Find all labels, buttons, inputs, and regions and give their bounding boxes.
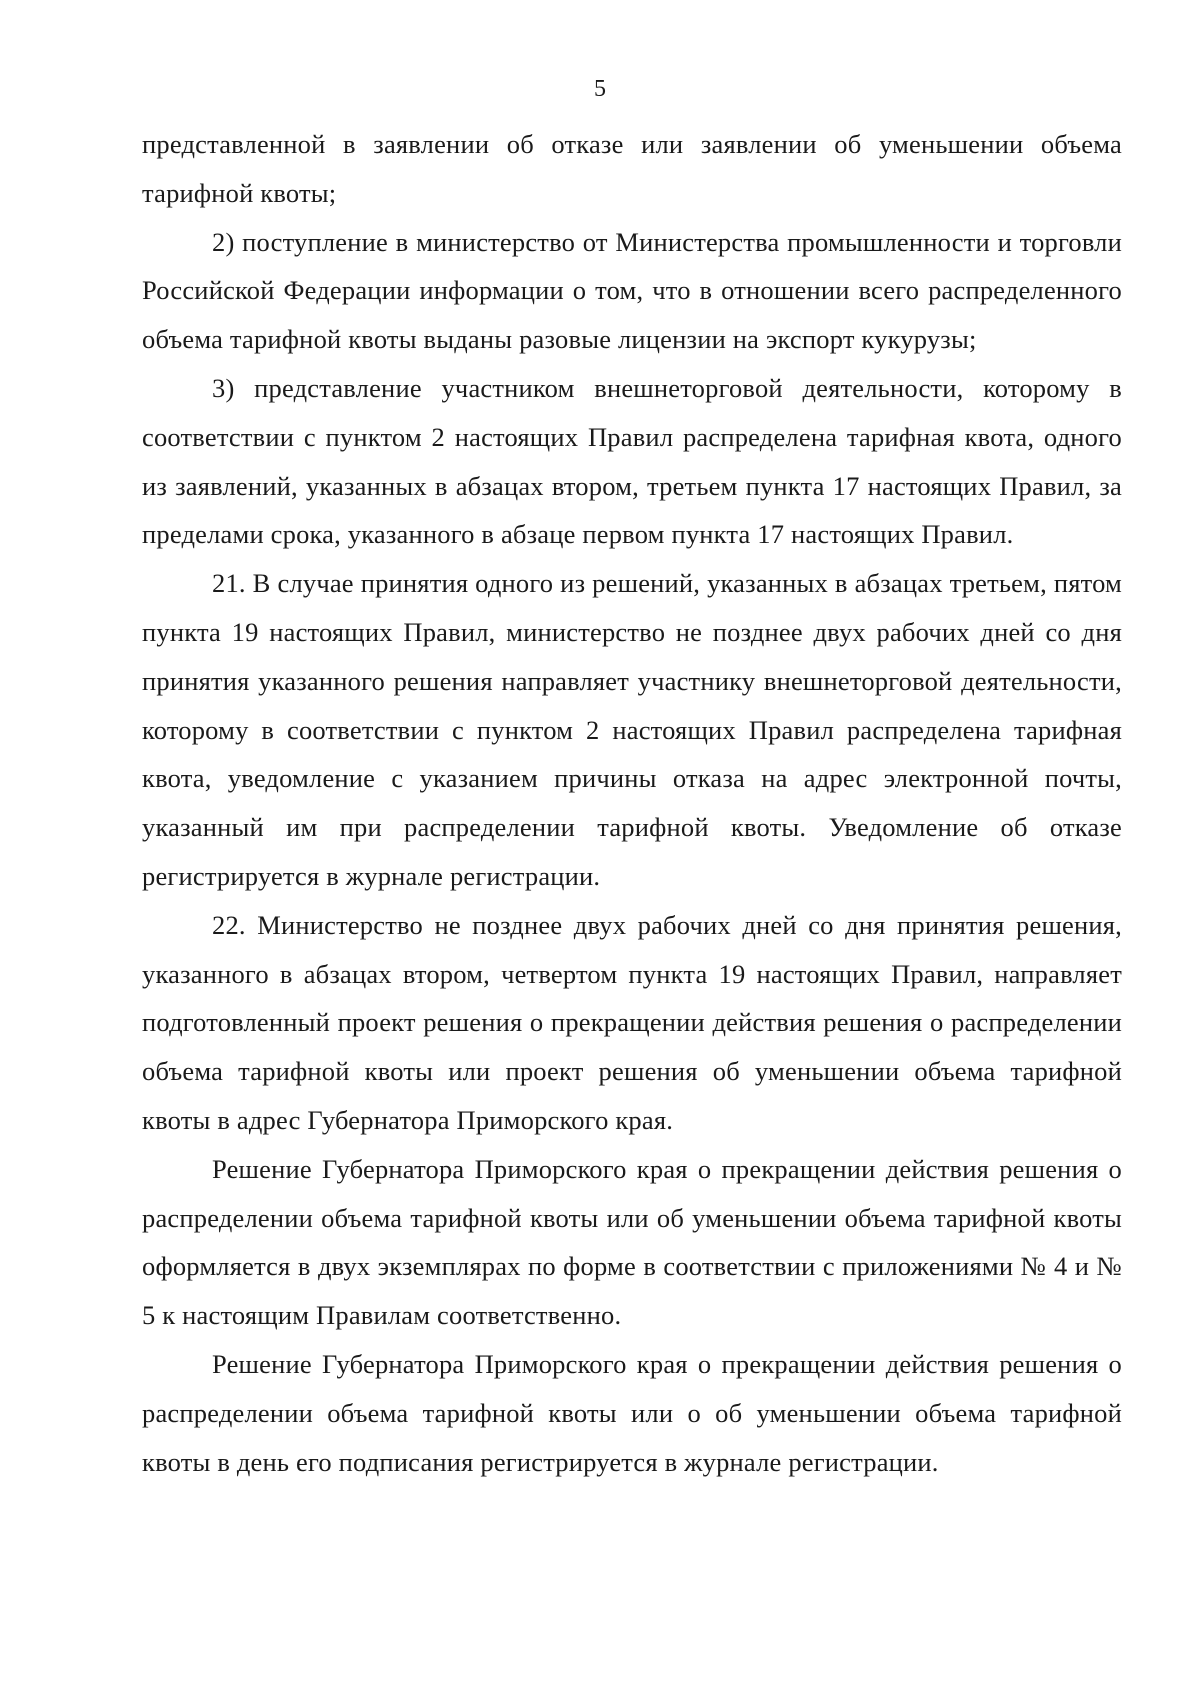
paragraph-continuation: представленной в заявлении об отказе или заявлении об уменьшении объема тарифной квоты; <box>142 129 1122 208</box>
paragraph-governor-decision-form: Решение Губернатора Приморского края о прекращении действия решения о распределении объема тарифной квоты или об уменьшении объема тарифной квоты оформляется в двух экземплярах по форме в соответствии с приложениями № 4 и № 5 к настоящим Правилам соответственно. <box>142 1153 1122 1331</box>
paragraph-governor-decision-registration: Решение Губернатора Приморского края о прекращении действия решения о распределении объема тарифной квоты или о об уменьшении объема тарифной квоты в день его подписания регистрируется в журнале регистрации. <box>142 1348 1122 1477</box>
paragraph-item-3: 3) представление участником внешнеторговой деятельности, которому в соответствии с пунктом 2 настоящих Правил распределена тарифная квота, одного из заявлений, указанных в абзацах втором, третьем пункта 17 настоящих Правил, за пределами срока, указанного в абзаце первом пункта 17 настоящих Правил. <box>142 372 1122 550</box>
page-number: 5 <box>594 76 606 102</box>
paragraph-clause-22: 22. Министерство не позднее двух рабочих дней со дня принятия решения, указанного в абзацах втором, четвертом пункта 19 настоящих Правил, направляет подготовленный проект решения о прекращении действия решения о распределении объема тарифной квоты или проект решения об уменьшении объема тарифной квоты в адрес Губернатора Приморского края. <box>142 909 1122 1135</box>
paragraph-item-2: 2) поступление в министерство от Министерства промышленности и торговли Российской Федерации информации о том, что в отношении всего распределенного объема тарифной квоты выданы разовые лицензии на экспорт кукурузы; <box>142 226 1122 355</box>
paragraph-clause-21: 21. В случае принятия одного из решений, указанных в абзацах третьем, пятом пункта 19 настоящих Правил, министерство не позднее двух рабочих дней со дня принятия указанного решения направляет участнику внешнеторговой деятельности, которому в соответствии с пунктом 2 настоящих Правил распределена тарифная квота, уведомление с указанием причины отказа на адрес электронной почты, указанный им при распределении тарифной квоты. Уведомление об отказе регистрируется в журнале регистрации. <box>142 568 1122 891</box>
document-body <box>142 120 1122 1486</box>
